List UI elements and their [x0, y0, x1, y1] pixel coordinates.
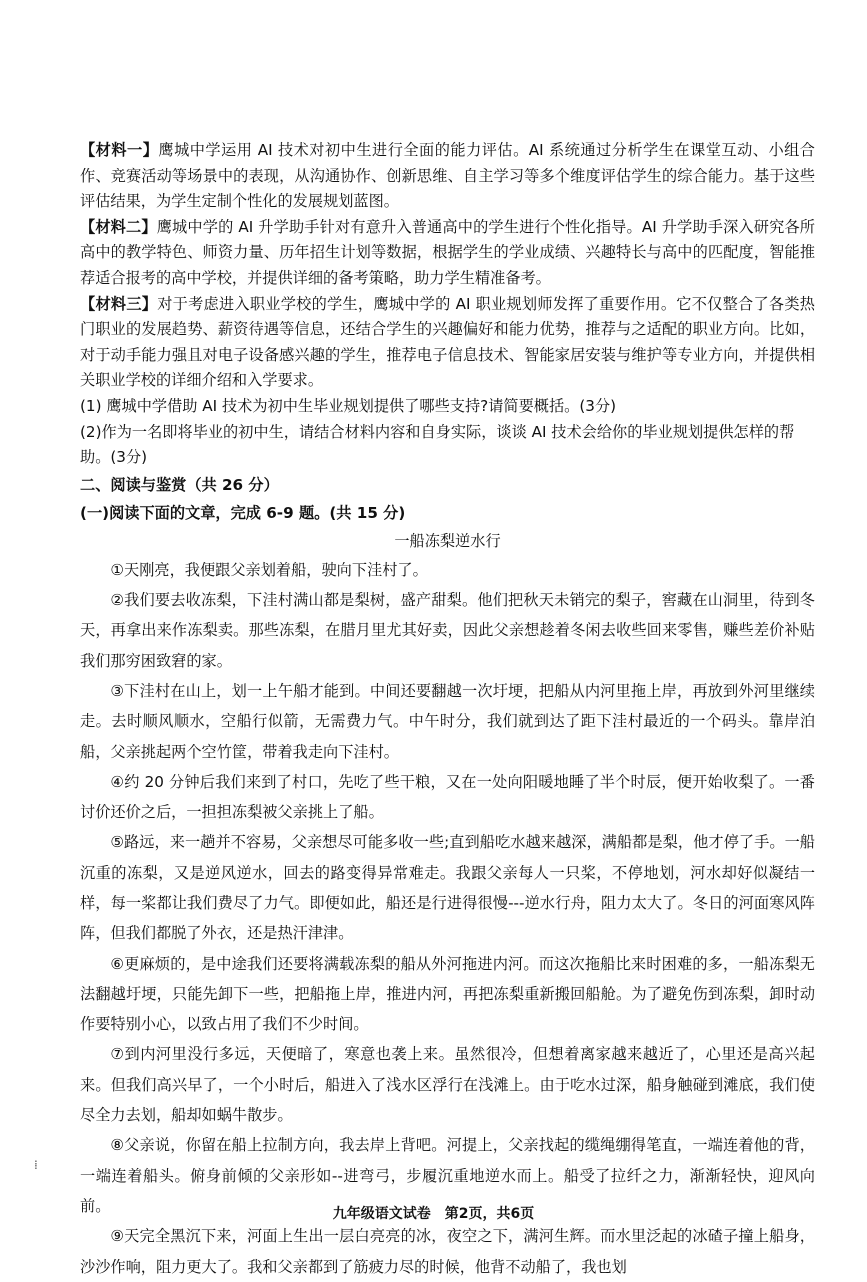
article-paragraph-4: ④约 20 分钟后我们来到了村口，先吃了些干粮，又在一处向阳暖地睡了半个时辰，便开始收梨了。一番讨价还价之后，一担担冻梨被父亲挑上了船。 — [80, 772, 815, 822]
material-2 — [80, 215, 815, 292]
questions-section — [80, 394, 815, 471]
article-body — [80, 555, 815, 1282]
material-text: 鹰城中学运用 AI 技术对初中生进行全面的能力评估。AI 系统通过分析学生在课堂互动、小组合作、竞赛活动等场景中的表现，从沟通协作、创新思维、自主学习等多个维度评估学生的综合能力。基于这些评估结果，为学生定制个性化的发展规划蓝图。 — [80, 141, 815, 211]
material-tag: 【材料三】 — [80, 294, 158, 313]
article-paragraph-2: ②我们要去收冻梨，下洼村满山都是梨树，盛产甜梨。他们把秋天未销完的梨子，窖藏在山洞里，待到冬天，再拿出来作冻梨卖。那些冻梨，在腊月里尤其好卖，因此父亲想趁着冬闲去收些回来零售，赚些差价补贴我们那穷困致窘的家。 — [80, 591, 815, 670]
article-paragraph-6: ⑥更麻烦的，是中途我们还要将满载冻梨的船从外河拖进内河。而这次拖船比来时困难的多，一船冻梨无法翻越圩埂，只能先卸下一些，把船拖上岸，推进内河，再把冻梨重新搬回船舱。为了避免伤到冻梨，卸时动作要特别小心，以致占用了我们不少时间。 — [80, 954, 815, 1034]
article-title: 一船冻梨逆水行 — [394, 531, 501, 550]
margin-mark: ⁞ — [34, 1158, 38, 1172]
section-title: 二、阅读与鉴赏（共 26 分） — [80, 475, 279, 494]
material-text: 对于考虑进入职业学校的学生，鹰城中学的 AI 职业规划师发挥了重要作用。它不仅整合了各类热门职业的发展趋势、薪资待遇等信息，还结合学生的兴趣偏好和能力优势，推荐与之适配的职业方向。比如，对于动手能力强且对电子设备感兴趣的学生，推荐电子信息技术、智能家居安装与维护等专业方向，并提供相关职业学校的详细介绍和入学要求。 — [80, 294, 815, 390]
materials-section — [80, 138, 815, 394]
article-paragraph-3: ③下洼村在山上，划一上午船才能到。中间还要翻越一次圩埂，把船从内河里拖上岸，再放到外河里继续走。去时顺风顺水，空船行似箭，无需费力气。中午时分，我们就到达了距下洼村最近的一个码头。靠岸泊船，父亲挑起两个空竹筐，带着我走向下洼村。 — [80, 681, 815, 761]
article-paragraph-8: ⑧父亲说，你留在船上拉制方向，我去岸上背吧。河提上，父亲找起的缆绳绷得笔直，一端连着他的背，一端连着船头。俯身前倾的父亲形如--进弯弓，步履沉重地逆水而上。船受了拉纤之力，渐渐轻快，迎风向前。 — [80, 1136, 815, 1215]
question-1: (1) 鹰城中学借助 AI 技术为初中生毕业规划提供了哪些支持?请简要概括。(3分) — [80, 396, 617, 415]
page-footer: 九年级语文试卷 第2页，共6页 — [332, 1206, 535, 1222]
material-tag: 【材料二】 — [80, 217, 157, 236]
question-2: (2)作为一名即将毕业的初中生，请结合材料内容和自身实际，谈谈 AI 技术会给你的毕业规划提供怎样的帮助。(3分) — [80, 422, 795, 467]
article-paragraph-9: ⑨天完全黑沉下来，河面上生出一层白亮亮的冰，夜空之下，满河生辉。而水里泛起的冰碴子撞上船身，沙沙作响，阻力更大了。我和父亲都到了筋疲力尽的时候，他背不动船了，我也划 — [80, 1227, 815, 1276]
article-paragraph-7: ⑦到内河里没行多远，天便暗了，寒意也袭上来。虽然很冷，但想着离家越来越近了，心里还是高兴起来。但我们高兴早了，一个小时后，船进入了浅水区浮行在浅滩上。由于吃水过深，船身触碰到滩底，我们使尽全力去划，船却如蜗牛散步。 — [80, 1045, 815, 1125]
material-text: 鹰城中学的 AI 升学助手针对有意升入普通高中的学生进行个性化指导。AI 升学助手深入研究各所高中的教学特色、师资力量、历年招生计划等数据，根据学生的学业成绩、兴趣特长与高中的匹配度，智能推荐适合报考的高中学校，并提供详细的备考策略，助力学生精准备考。 — [80, 217, 815, 287]
article-paragraph-5: ⑤路远，来一趟并不容易，父亲想尽可能多收一些;直到船吃水越来越深，满船都是梨，他才停了手。一船沉重的冻梨，又是逆风逆水，回去的路变得异常难走。我跟父亲每人一只桨，不停地划，河水却好似凝结一样，每一桨都让我们费尽了力气。即便如此，船还是行进得很慢---逆水行舟，阻力太大了。冬日的河面寒风阵阵，但我们都脱了外衣，还是热汗津津。 — [80, 833, 815, 943]
material-3 — [80, 292, 815, 394]
article-paragraph-1: ①天刚亮，我便跟父亲划着船，驶向下洼村了。 — [110, 560, 428, 579]
material-tag: 【材料一】 — [80, 141, 159, 159]
material-1 — [80, 138, 815, 215]
subsection-title: (一)阅读下面的文章，完成 6-9 题。(共 15 分) — [80, 503, 406, 522]
